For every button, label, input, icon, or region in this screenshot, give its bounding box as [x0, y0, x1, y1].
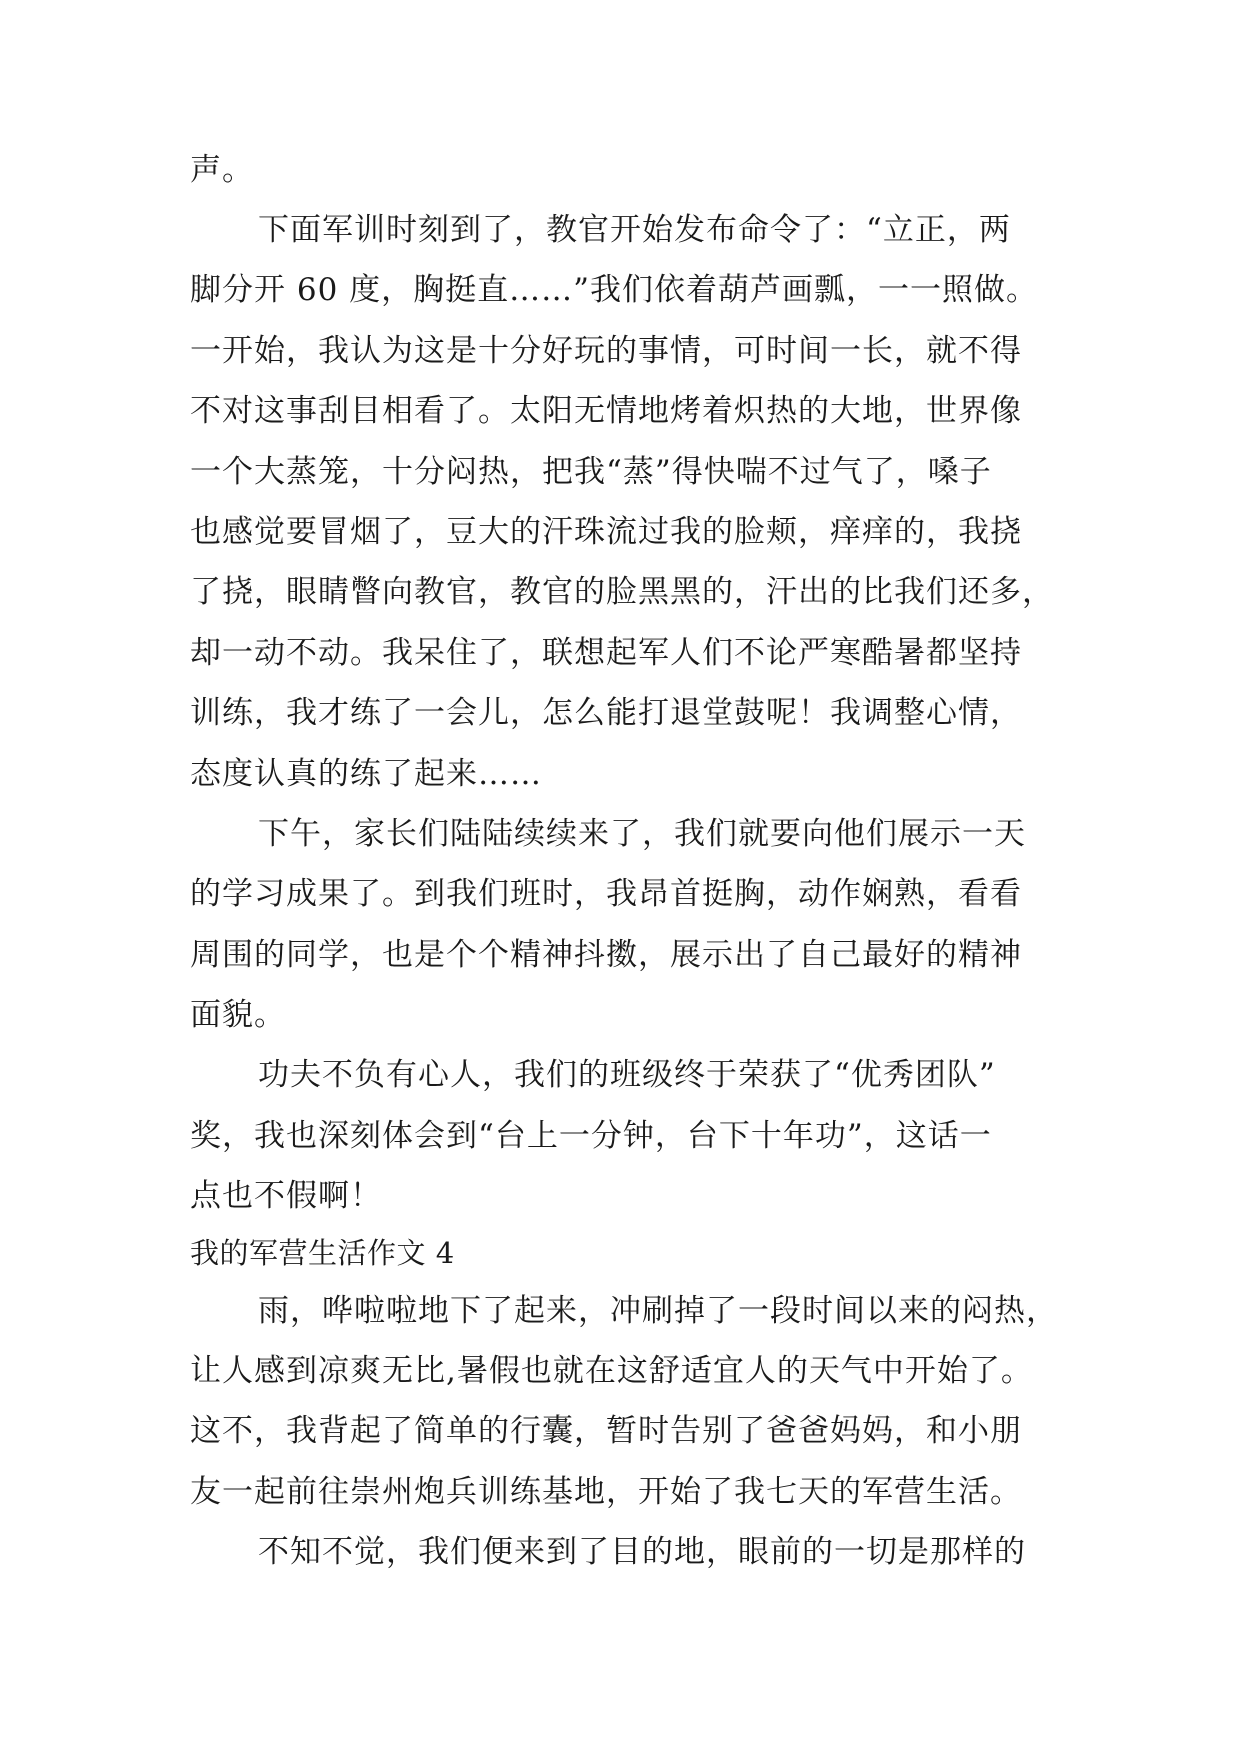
text-line: 功夫不负有心人，我们的班级终于荣获了“优秀团队”	[258, 1057, 996, 1093]
text-line: 点也不假啊！	[190, 1178, 382, 1214]
text-line: 的学习成果了。到我们班时，我昂首挺胸，动作娴熟，看看	[190, 876, 1022, 912]
text-line: 奖，我也深刻体会到“台上一分钟，台下十年功”，这话一	[190, 1118, 992, 1154]
text-line: 下面军训时刻到了，教官开始发布命令了：“立正，两	[258, 212, 1011, 248]
text-line: 友一起前往崇州炮兵训练基地，开始了我七天的军营生活。	[190, 1474, 1022, 1510]
text-line: 脚分开 60 度，胸挺直……”我们依着葫芦画瓢，一一照做。	[190, 272, 1039, 308]
text-line: 面貌。	[190, 997, 286, 1033]
text-line: 也感觉要冒烟了，豆大的汗珠流过我的脸颊，痒痒的，我挠	[190, 514, 1022, 550]
section-heading: 我的军营生活作文 4	[190, 1236, 455, 1270]
text-line: 周围的同学，也是个个精神抖擞，展示出了自己最好的精神	[190, 937, 1022, 973]
text-line: 声。	[190, 152, 254, 188]
text-line: 雨，哗啦啦地下了起来，冲刷掉了一段时间以来的闷热，	[258, 1293, 1058, 1329]
text-line: 却一动不动。我呆住了，联想起军人们不论严寒酷暑都坚持	[190, 635, 1022, 671]
text-line: 一开始，我认为这是十分好玩的事情，可时间一长，就不得	[190, 333, 1022, 369]
text-line: 这不，我背起了简单的行囊，暂时告别了爸爸妈妈，和小朋	[190, 1413, 1022, 1449]
text-line: 态度认真的练了起来……	[190, 756, 542, 792]
text-line: 训练，我才练了一会儿，怎么能打退堂鼓呢！我调整心情，	[190, 695, 1022, 731]
text-line: 不对这事刮目相看了。太阳无情地烤着炽热的大地，世界像	[190, 393, 1022, 429]
text-line: 了挠，眼睛瞥向教官，教官的脸黑黑的，汗出的比我们还多，	[190, 574, 1054, 610]
text-line: 不知不觉，我们便来到了目的地，眼前的一切是那样的	[258, 1534, 1026, 1570]
text-line: 下午，家长们陆陆续续来了，我们就要向他们展示一天	[258, 816, 1026, 852]
text-line: 一个大蒸笼，十分闷热，把我“蒸”得快喘不过气了，嗓子	[190, 454, 992, 490]
text-line: 让人感到凉爽无比,暑假也就在这舒适宜人的天气中开始了。	[190, 1353, 1033, 1389]
